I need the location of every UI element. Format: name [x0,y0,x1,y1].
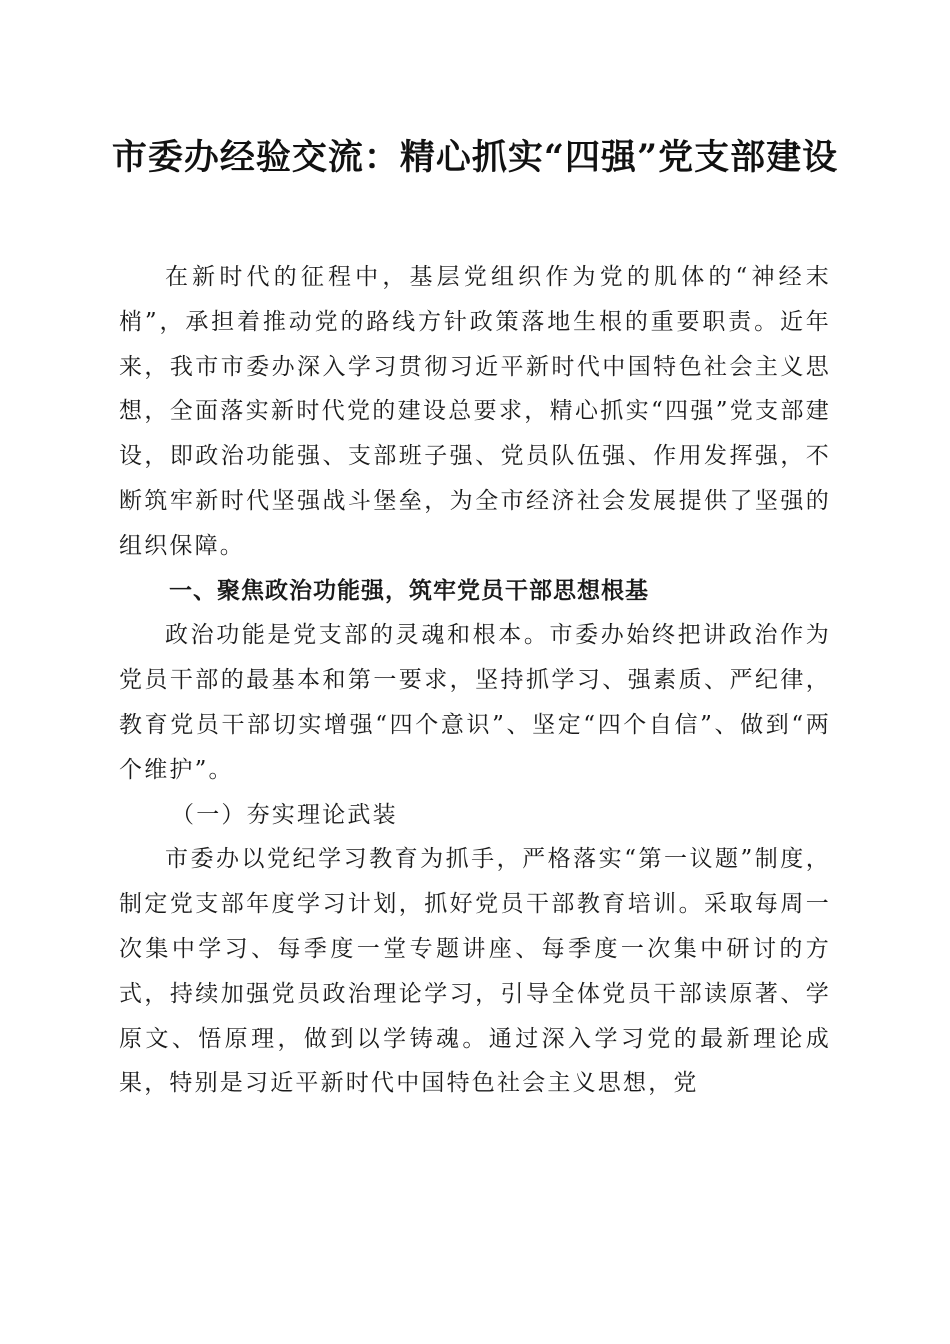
section-heading-1: 一、聚焦政治功能强，筑牢党员干部思想根基 [169,577,649,604]
subsection-heading-1: （一）夯实理论武装 [171,801,398,828]
document-title: 市委办经验交流：精心抓实“四强”党支部建设 [111,137,839,178]
document-body [119,255,831,1106]
section-1-paragraph: 政治功能是党支部的灵魂和根本。市委办始终把讲政治作为党员干部的最基本和第一要求，坚持抓学习、强素质、严纪律，教育党员干部切实增强“四个意识”、坚定“四个自信”、做到“两个维护”。 [119,622,831,783]
subsection-1-paragraph: 市委办以党纪学习教育为抓手，严格落实“第一议题”制度，制定党支部年度学习计划，抓好党员干部教育培训。采取每周一次集中学习、每季度一堂专题讲座、每季度一次集中研讨的方式，持续加强党员政治理论学习，引导全体党员干部读原著、学原文、悟原理，做到以学铸魂。通过深入学习党的最新理论成果，特别是习近平新时代中国特色社会主义思想，党 [119,846,831,1097]
intro-paragraph: 在新时代的征程中，基层党组织作为党的肌体的“神经末梢”，承担着推动党的路线方针政策落地生根的重要职责。近年来，我市市委办深入学习贯彻习近平新时代中国特色社会主义思想，全面落实新时代党的建设总要求，精心抓实“四强”党支部建设，即政治功能强、支部班子强、党员队伍强、作用发挥强，不断筑牢新时代坚强战斗堡垒，为全市经济社会发展提供了坚强的组织保障。 [119,264,831,559]
